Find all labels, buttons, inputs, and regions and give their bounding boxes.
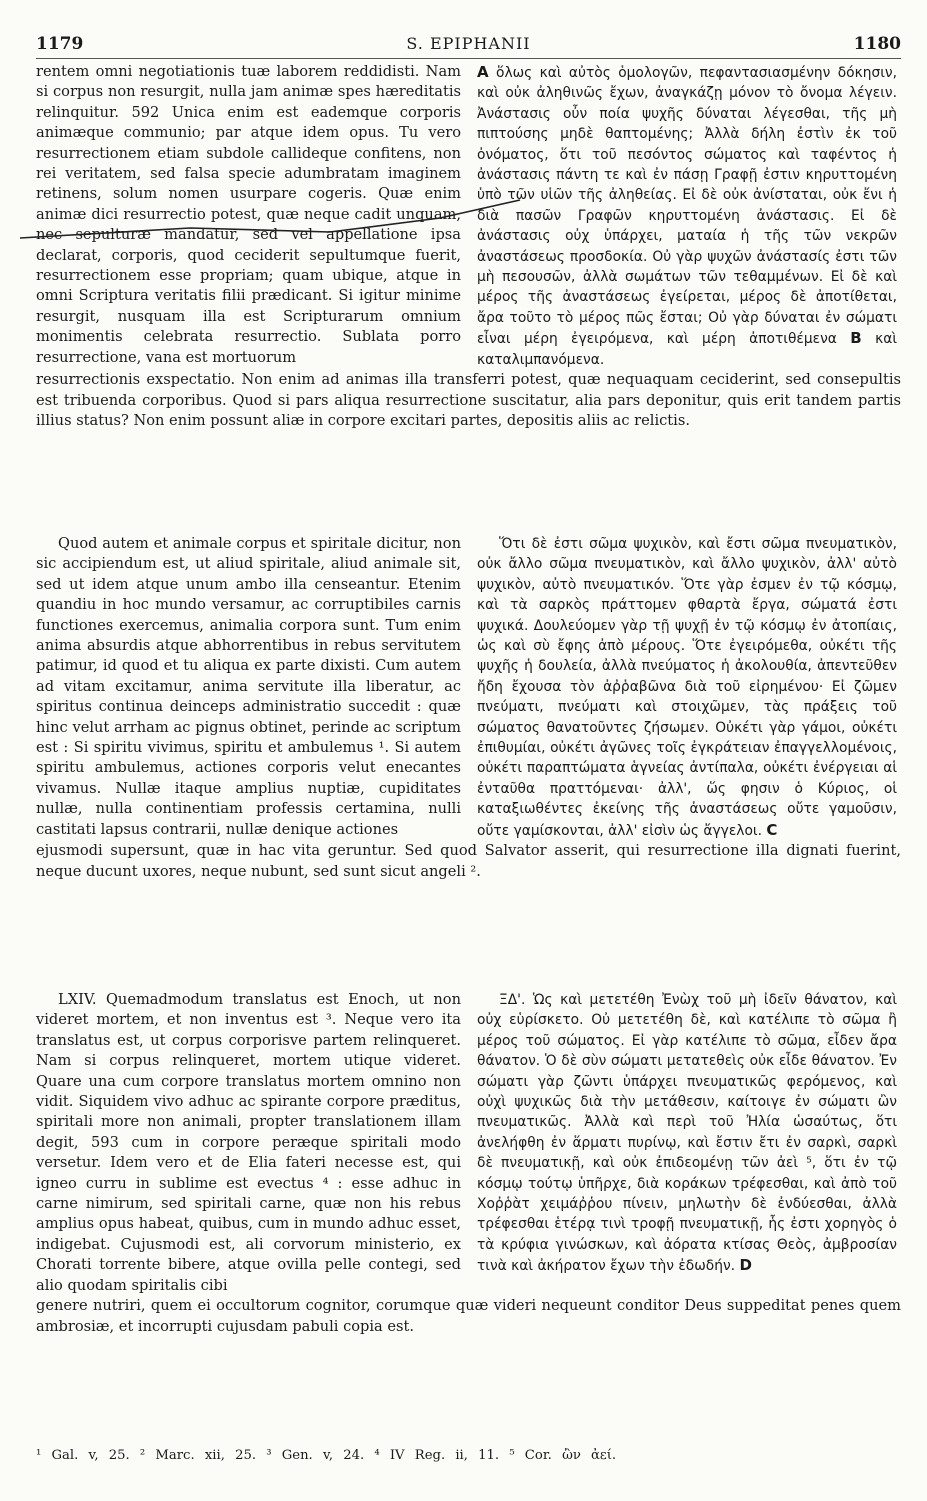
latin-full-2: ejusmodi supersunt, quæ in hac vita geruntur. Sed quod Salvator asserit, qui resurrectione illa dignati fuerint, neque ducunt uxores, neque nubunt, sed sunt sicut angeli ². [36, 842, 901, 880]
running-title: S. EPIPHANII [406, 34, 531, 53]
running-header [36, 34, 901, 56]
section-2 [36, 534, 901, 882]
greek-column-1 [477, 62, 897, 370]
page-number-right: 1180 [853, 34, 901, 54]
margin-marker-d: D [739, 1256, 752, 1275]
greek-column-3 [477, 990, 897, 1296]
page-number-left: 1179 [36, 34, 84, 54]
greek-text-2: Ὅτι δὲ ἐστι σῶμα ψυχικὸν, καὶ ἔστι σῶμα πνευματικὸν, οὐκ ἄλλο σῶμα πνευματικὸν, καὶ ἄλλο ψυχικὸν, ἀλλ' αὐτὸ ψυχικὸν, αὐτὸ πνευματικόν. Ὅτε γὰρ ἐσμεν ἐν τῷ κόσμῳ, καὶ τὰ σαρκὸς πράττομεν φθαρτὰ ἔργα, σώματά ἐστι ψυχικά. Δουλεύομεν γὰρ τῇ ψυχῇ ἐν τῷ κόσμῳ ἐν ἀτοπίαις, ὡς καὶ σὺ ἔφης ἀπὸ μέρους. Ὅτε ἐγειρόμεθα, οὐκέτι τῆς ψυχῆς ἡ δουλεία, ἀλλὰ πνεύματος ἡ ἀκολουθία, ἀπεντεῦθεν ἤδη ἔχουσα τὸν ἀῤῥαβῶνα διὰ τοῦ εἰρημένου· Εἰ ζῶμεν πνεύματι, πνεύματι καὶ στοιχῶμεν, τὰς πράξεις τοῦ σώματος θανατοῦντες ζήσωμεν. Οὐκέτι γὰρ γάμοι, οὐκέτι ἐπιθυμίαι, οὐκέτι ἀγῶνες τοῖς ἐγκράτειαν ἐπαγγελλομένοις, οὐκέτι παραπτώματα ἁγνείας ἀντίπαλα, οὐκέτι ἐνέργειαι αἱ ἐνταῦθα πραττόμεναι· ἀλλ', ὥς φησιν ὁ Κύριος, οἱ καταξιωθέντες ἐκείνης τῆς ἀναστάσεως οὔτε γαμοῦσιν, οὔτε γαμίσκονται, ἀλλ' εἰσὶν ὡς ἄγγελοι. [477, 536, 897, 839]
footnotes: ¹ Gal. v, 25. ² Marc. xii, 25. ³ Gen. v, 24. ⁴ IV Reg. ii, 11. ⁵ Cor. ὢν ἀεί. [36, 1448, 617, 1463]
section-1 [36, 62, 901, 431]
header-rule [36, 58, 901, 59]
latin-column-3: LXIV. Quemadmodum translatus est Enoch, ut non videret mortem, et non inventus est ³. Neque vero ita translatus est, ut corpus corporisve partem relinqueret. Nam si corpus relinqueret, mortem utique videret. Quare una cum corpore translatus mortem omnino non vidit. Siquidem vivo adhuc ac spirante corpore præditus, spiritali more non animali, propter translationem illam degit, 593 cum in corpore peræque spiritali modo versetur. Idem vero et de Elia fateri necesse est, qui igneo curru in sublime est evectus ⁴ : esse adhuc in carne nimirum, sed spiritali carne, quæ non his rebus amplius opus habeat, quibus, cum in mundo adhuc esset, indigebat. Cujusmodi est, ali corvorum ministerio, ex Chorati torrente bibere, atque ovilla pelle contegi, sed alio quodam spiritalis cibi [36, 991, 461, 1294]
latin-full-3: genere nutriri, quem ei occultorum cognitor, corumque quæ videri nequeunt conditor Deus suppeditat penes quem ambrosiæ, et incorrupti cujusdam pabuli copia est. [36, 1297, 901, 1335]
latin-full-1: resurrectionis exspectatio. Non enim ad animas illa transferri potest, quæ nequaquam ceciderint, sed consepultis est tribuenda corporibus. Quod si pars aliqua resurrectione suscitatur, alia pars deponitur, quis erit tandem partis illius status? Non enim possunt aliæ in corpore excitari partes, depositis aliis ac relictis. [36, 371, 901, 429]
margin-marker-b: B [850, 329, 862, 348]
section-3 [36, 990, 901, 1337]
greek-text-3: ΞΔ'. Ὡς καὶ μετετέθη Ἐνὼχ τοῦ μὴ ἰδεῖν θάνατον, καὶ οὐχ εὑρίσκετο. Οὐ μετετέθη δὲ, καὶ κατέλιπε τὸ σῶμα ἢ μέρος τοῦ σώματος. Εἰ γὰρ κατέλιπε τὸ σῶμα, εἶδεν ἄρα θάνατον. Ὁ δὲ σὺν σώματι μετατεθεὶς οὐκ εἶδε θάνατον. Ἐν σώματι γὰρ ζῶντι ὑπάρχει πνευματικῶς φερόμενος, καὶ οὐχὶ ψυχικῶς διὰ τὴν μετάθεσιν, καίτοιγε ἐν σώματι ὢν πνευματικῶς. Ἀλλὰ καὶ περὶ τοῦ Ἠλία ὡσαύτως, ὅτι ἀνελήφθη ἐν ἅρματι πυρίνῳ, καὶ ἔστιν ἔτι ἐν σαρκὶ, σαρκὶ δὲ πνευματικῇ, καὶ οὐκ ἐπιδεομένῃ τῶν ἀεὶ ⁵, ὅτι ἐν τῷ κόσμῳ τούτῳ ὑπῆρχε, διὰ κοράκων τρέφεσθαι, καὶ ἀπὸ τοῦ Χοῤῥὰτ χειμάῤῥου πίνειν, μηλωτὴν δὲ ἐνδύεσθαι, ἀλλὰ τρέφεσθαι ἑτέρᾳ τινὶ τροφῇ πνευματικῇ, ἧς ἐστι χορηγὸς ὁ τὰ κρύφια γινώσκων, καὶ ἀόρατα κτίσας Θεὸς, ἀμβροσίαν τινὰ καὶ ἀκήρατον ἔχων τὴν ἐδωδήν. [477, 992, 897, 1275]
margin-marker-a: A [477, 63, 489, 81]
greek-text-1-end: καὶ καταλιμπανόμενα. [477, 331, 897, 368]
greek-text-1: ὅλως καὶ αὐτὸς ὁμολογῶν, πεφαντασιασμένην δόκησιν, καὶ οὐκ ἀληθινῶς ἔχων, ἀναγκάζῃ μόνον τὸ ὄνομα λέγειν. Ἀνάστασις οὖν ποία ψυχῆς δύναται λέγεσθαι, τῆς μὴ πιπτούσης μηδὲ θαπτομένης; Ἀλλὰ δήλη ἐστὶν ἐκ τοῦ ὀνόματος, ὅτι τοῦ πεσόντος σώματος καὶ ταφέντος ἡ ἀνάστασις πάντη τε καὶ ἐν πάσῃ Γραφῇ ἐστιν κηρυττομένη ὑπὸ τῶν υἱῶν τῆς ἀληθείας. Εἰ δὲ οὐκ ἀνίσταται, οὐκ ἔνι ἡ διὰ πασῶν Γραφῶν κηρυττομένη ἀνάστασις. Εἰ δὲ ἀνάστασις οὐχ ὑπάρχει, ματαία ἡ τῆς τῶν νεκρῶν ἀναστάσεως προσδοκία. Οὐ γὰρ ψυχῶν ἀνάστασίς ἐστι τῶν μὴ πεσουσῶν, ἀλλὰ σωμάτων τῶν τεθαμμένων. Εἰ δὲ καὶ μέρος τῆς ἀναστάσεως ἐγείρεται, μέρος δὲ ἀποτίθεται, ἄρα τοῦτο τὸ μέρος πῶς ἔσται; Οὐ γὰρ δύναται ἐν σώματι εἶναι μέρη ἐγειρόμενα, καὶ μέρη ἀποτιθέμενα [477, 65, 898, 348]
greek-column-2 [477, 534, 897, 841]
margin-marker-c: C [766, 820, 778, 839]
latin-column-2: Quod autem et animale corpus et spiritale dicitur, non sic accipiendum est, ut aliud spiritale, aliud animale sit, sed ut idem atque unum ambo illa censeantur. Etenim quandiu in hoc mundo versamur, ac corruptibiles carnis functiones exercemus, animalia corpora sunt. Tum enim anima absurdis atque abhorrentibus in rebus servitutem patimur, id quod et tu aliqua ex parte dixisti. Cum autem ad vitam excitamur, anima servitute illa liberatur, ac spiritus continua deinceps administratio succedit : quæ hinc velut arrham ac pignus obtinet, perinde ac scriptum est : Si spiritu vivimus, spiritu et ambulemus ¹. Si autem spiritu ambulemus, actiones corporis velut enecantes vivamus. Nullæ itaque amplius nuptiæ, cupiditates nullæ, nulla continentiam professis certamina, nulli castitati lapsus contrarii, nullæ denique actiones [36, 535, 461, 838]
latin-column-1: rentem omni negotiationis tuæ laborem reddidisti. Nam si corpus non resurgit, nulla jam animæ spes hæreditatis relinquitur. 592 Unica enim est eademque corporis animæque communio; par atque idem opus. Tu vero resurrectionem etiam subdole callideque confitens, non rei veritatem, sed falsa specie adumbratam imaginem retinens, solum nomen usurpare cogeris. Quæ enim animæ dici resurrectio potest, quæ neque cadit unquam, nec sepulturæ mandatur, sed vel appellatione ipsa declarat, corporis, quod ceciderit sepultumque fuerit, resurrectionem esse propriam; quam ubique, atque in omni Scriptura veritatis filii prædicant. Si igitur minime resurgit, nusquam illa est Scripturarum omnium monimentis celebrata resurrectio. Sublata porro resurrectione, vana est mortuorum [36, 63, 461, 366]
